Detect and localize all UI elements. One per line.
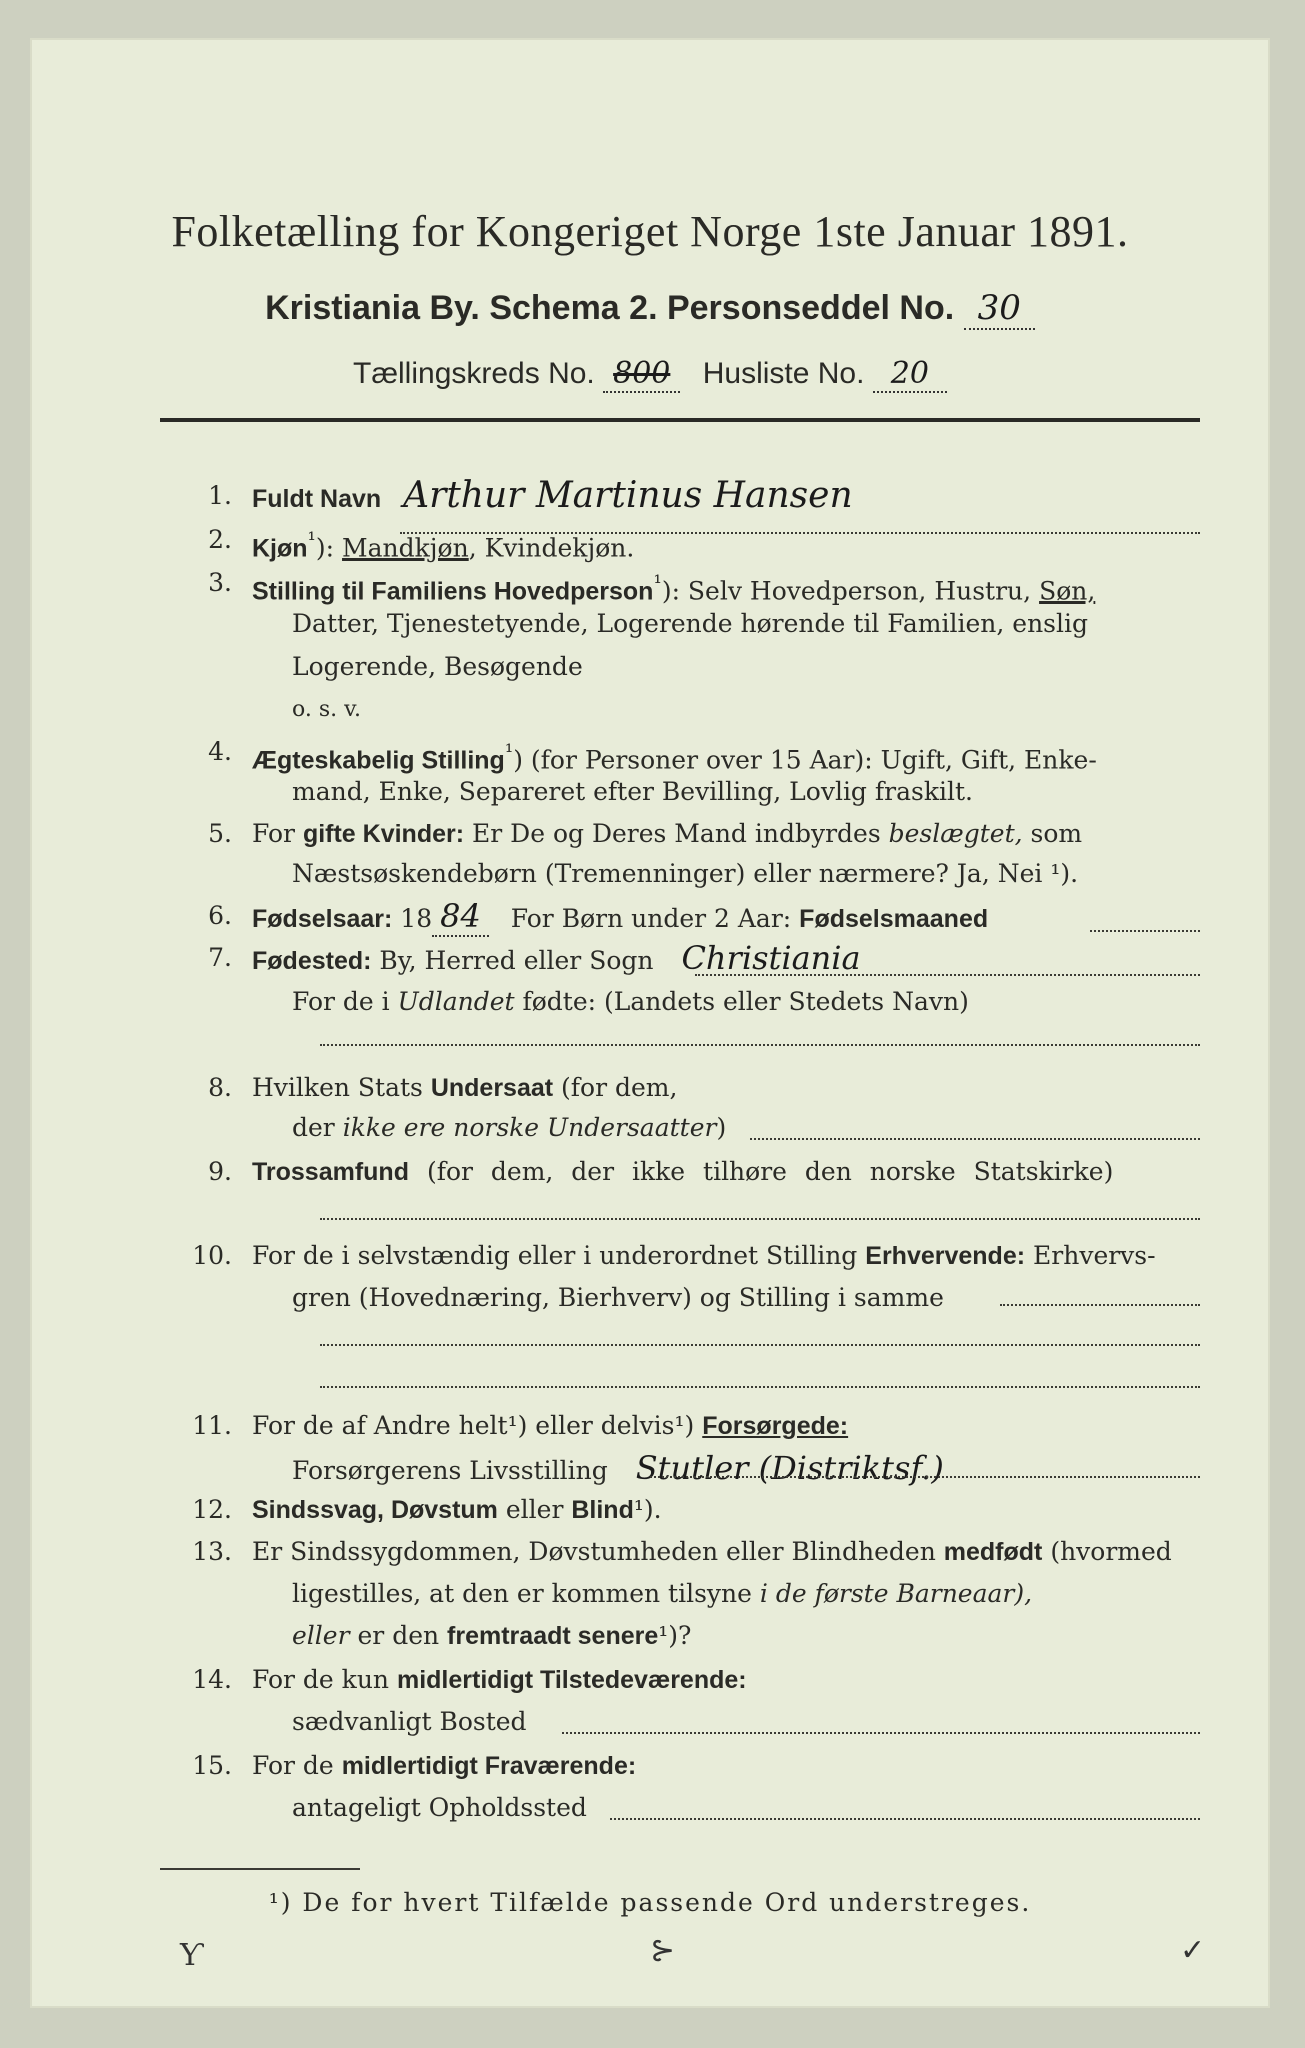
under-two-text: For Børn under 2 Aar: — [510, 904, 792, 933]
taellingskreds-label: Tællingskreds No. — [353, 357, 595, 390]
item-15-line2: antageligt Opholdssted — [292, 1793, 587, 1822]
item-8-paren: ) — [716, 1113, 727, 1142]
item-number: 7. — [208, 943, 232, 972]
disability-text: eller — [505, 1495, 564, 1524]
item-13-line2 — [292, 1576, 1200, 1612]
taellingskreds-number: 800 — [603, 356, 680, 393]
gender-text: ): — [315, 533, 343, 563]
item-10-line2: gren (Hovednæring, Bierhverv) og Stilling i samme — [292, 1283, 944, 1312]
item-number: 3. — [208, 568, 232, 597]
provider-dotted-line — [650, 1476, 1200, 1478]
footnote-mark: ¹ — [307, 528, 316, 552]
abroad-tail: fødte: (Landets eller Stedets Navn) — [522, 987, 969, 1016]
item-13-line2-italic: i de første Barneaar), — [759, 1579, 1033, 1608]
birthplace-label: Fødested: — [252, 947, 372, 975]
item-14-line2: sædvanligt Bosted — [292, 1707, 527, 1736]
congenital-tail: (hvormed — [1050, 1537, 1172, 1566]
gender-male-underlined: Mandkjøn — [342, 533, 469, 563]
birth-month-dotted-line — [1090, 930, 1200, 932]
marital-status-options: ) (for Personer over 15 Aar): Ugift, Gift, Enke- — [513, 745, 1097, 775]
footnote: ¹) De for hvert Tilfælde passende Ord understreges. — [268, 1888, 1032, 1917]
item-3-line2: Datter, Tjenestetyende, Logerende hørende til Familien, enslig — [292, 609, 1089, 638]
item-8-italic: ikke ere norske Undersaatter — [342, 1113, 717, 1142]
item-3-line4: o. s. v. — [292, 697, 361, 722]
later-onset-label: fremtraadt senere — [447, 1622, 659, 1650]
census-form-sheet — [30, 38, 1270, 2008]
pencil-mark-center: ⊱ — [650, 1933, 676, 1968]
gender-label: Kjøn — [252, 534, 308, 563]
abroad-dotted-line — [320, 1044, 1200, 1046]
district-line — [30, 356, 1270, 391]
item-number: 1. — [208, 481, 232, 510]
disability-label: Sindssvag, Døvstum — [252, 1496, 498, 1524]
citizenship-dotted-line — [750, 1138, 1200, 1140]
citizenship-text: Hvilken Stats — [252, 1073, 423, 1102]
item-5-related: beslægtet, — [888, 819, 1023, 848]
abroad-text: For de i — [292, 987, 390, 1016]
birth-month-label: Fødselsmaaned — [799, 905, 989, 933]
temporary-absent-text: For de — [252, 1751, 334, 1780]
abroad-italic: Udlandet — [397, 987, 515, 1016]
congenital-label: medfødt — [943, 1538, 1043, 1566]
pencil-mark-right: ✓ — [1180, 1933, 1206, 1968]
item-8-der: der — [292, 1113, 335, 1142]
item-number: 2. — [208, 525, 232, 554]
blind-label: Blind — [571, 1496, 634, 1524]
pencil-mark-left: Ƴ — [180, 1938, 203, 1973]
item-number: 15. — [192, 1751, 232, 1780]
item-5-text: For — [252, 819, 295, 848]
family-position-son-underlined: Søn, — [1039, 576, 1096, 606]
probable-residence-dotted-line — [610, 1818, 1200, 1820]
full-name-answer: Arthur Martinus Hansen — [403, 475, 853, 516]
occupation-label: Erhvervende: — [865, 1242, 1026, 1270]
husliste-number: 20 — [873, 356, 947, 393]
item-number: 9. — [208, 1157, 232, 1186]
citizenship-label: Undersaat — [430, 1074, 554, 1102]
form-title: Folketælling for Kongeriget Norge 1ste Januar 1891. — [171, 207, 1129, 256]
birth-year-label: Fødselsaar: — [252, 905, 393, 933]
item-3-line3: Logerende, Besøgende — [292, 652, 583, 681]
congenital-text: Er Sindssygdommen, Døvstumheden eller Blindheden — [252, 1537, 936, 1566]
item-number: 5. — [208, 819, 232, 848]
citizenship-tail: (for dem, — [561, 1073, 678, 1102]
provider-occupation-answer: Stutler (Distriktsf.) — [635, 1449, 944, 1487]
religion-text: (for dem, der ikke tilhøre den norske Statskirke) — [426, 1157, 1114, 1186]
item-4-line2: mand, Enke, Separeret efter Bevilling, Lovlig fraskilt. — [292, 777, 973, 806]
item-5-line2: Næstsøskendebørn (Tremenninger) eller nærmere? Ja, Nei ¹). — [292, 859, 1079, 888]
family-position-label: Stilling til Familiens Hovedperson — [252, 577, 654, 606]
religion-dotted-line — [320, 1218, 1200, 1220]
item-number: 4. — [208, 737, 232, 766]
personseddel-number: 30 — [964, 288, 1035, 330]
family-position-options: ): Selv Hovedperson, Hustru, — [661, 576, 1032, 606]
birthplace-answer: Christiania — [681, 939, 861, 977]
item-number: 13. — [192, 1537, 232, 1566]
birth-year-prefix: 18 — [400, 904, 433, 933]
religion-label: Trossamfund — [252, 1158, 409, 1186]
full-name-label: Fuldt Navn — [252, 485, 382, 513]
item-13-line3 — [292, 1618, 1200, 1654]
item-number: 14. — [192, 1665, 232, 1694]
item-11-line2 — [292, 1450, 1200, 1489]
item-13-line2-text: ligestilles, at den er kommen tilsyne — [292, 1579, 752, 1608]
birth-year-answer: 84 — [432, 897, 489, 937]
gender-female: , Kvindekjøn. — [468, 533, 635, 563]
dependents-label: Forsørgede: — [702, 1412, 849, 1440]
item-13-tail: ¹)? — [658, 1621, 692, 1650]
marital-status-label: Ægteskabelig Stilling — [252, 746, 505, 775]
header-rule — [160, 418, 1200, 422]
dependents-text: For de af Andre helt¹) eller delvis¹) — [252, 1411, 695, 1440]
item-13-line3-text: er den — [357, 1621, 440, 1650]
disability-tail: ¹). — [633, 1495, 662, 1524]
occupation-dotted-line-1 — [1000, 1304, 1200, 1306]
item-7-line2 — [292, 984, 1200, 1020]
temporary-present-text: For de kun — [252, 1665, 390, 1694]
married-women-label: gifte Kvinder: — [302, 820, 465, 848]
birthplace-text: By, Herred eller Sogn — [379, 946, 654, 975]
item-number: 8. — [208, 1073, 232, 1102]
schema-line: Kristiania By. Schema 2. Personseddel No. — [265, 289, 955, 327]
occupation-tail: Erhvervs- — [1033, 1241, 1156, 1270]
item-13-eller: eller — [292, 1621, 350, 1650]
temporary-present-label: midlertidigt Tilstedeværende: — [396, 1666, 747, 1694]
footnote-mark: ¹ — [653, 571, 662, 595]
item-5-som: som — [1030, 819, 1083, 848]
footnote-mark: ¹ — [504, 740, 514, 764]
birthplace-dotted-line — [695, 974, 1200, 976]
usual-residence-dotted-line — [562, 1732, 1200, 1734]
provider-occupation-label: Forsørgerens Livsstilling — [292, 1456, 608, 1485]
item-8-line2 — [292, 1110, 1200, 1146]
occupation-dotted-line-2 — [320, 1344, 1200, 1346]
temporary-absent-label: midlertidigt Fraværende: — [341, 1752, 637, 1780]
occupation-dotted-line-3 — [320, 1386, 1200, 1388]
footnote-rule — [160, 1868, 360, 1870]
item-5-question: Er De og Deres Mand indbyrdes — [472, 819, 881, 848]
form-subtitle — [30, 288, 1270, 328]
item-number: 12. — [192, 1495, 232, 1524]
item-number: 11. — [192, 1411, 232, 1440]
item-number: 10. — [192, 1241, 232, 1270]
occupation-text: For de i selvstændig eller i underordnet Stilling — [252, 1241, 858, 1270]
item-number: 6. — [208, 901, 232, 930]
husliste-label: Husliste No. — [702, 357, 865, 390]
